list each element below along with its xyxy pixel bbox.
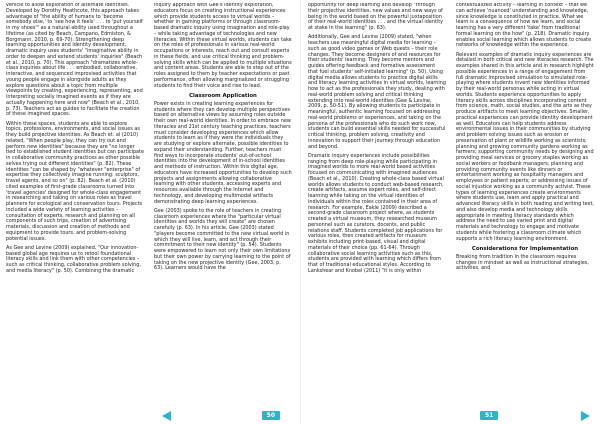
paragraph: contextualized activity – learning in context – that we can achieve 'nuanced' understanding and knowledge, since knowledge is constituted in practice. What we learn is a consequence of how we learn, and social learning has a very different 'take' from traditional formal learning on the how" (p. 218). Dramatic inquiry enables social learning which allows students to create networks of knowledge within the experience. [456,3,592,49]
paragraph: opportunity for deep learning and develop "through their projective identities, new values and new ways of being in the world based on the powerful juxtaposition of their real-world identities . . . and the virtual identity at stake in the learning" (p. 63). [308,3,444,31]
page-gutter [300,0,301,424]
left-arrow-icon[interactable] [162,411,171,421]
right-arrow-icon[interactable] [581,411,590,421]
paragraph: As Gee and Levine (2009) explained, "Our innovation-based global age requires us to retool foundational literacy skills and link them with other competencies – such as critical thinking, collaborative problem solving, and media literacy" (p. 50). Combining the dramatic [6,244,141,274]
paragraph: Relevant examples of dramatic inquiry experiences are detailed in both critical and new literacies research. The examples shared in this article and in research highlight possible experiences in a range of engagement from full dramatic improvised simulation to simulated role-playing where students invent new identities informed by their real-world personas while acting in virtual worlds. Students experience opportunities to apply literacy skills across disciplines incorporating content from science, math, social studies, and the arts as they produce artifacts to meet learning objectives. Smaller, practical experiences can provide identity development as well. Educators can help students address environmental issues in their communities by studying and problem solving issues such as erosion or preservation of plant or wildlife working as scientists; planning and growing community gardens working as farmers; supporting community needs by designing and providing meal services or grocery staples working as social workers or foodbank managers; planning and providing community events like dinners or entertainment working as hospitality managers and employees or patient experts; or addressing issues of social injustice working as a community activist. These types of learning experiences create environments where students use, learn and apply practical and advanced literacy skills in both reading and writing text, and also develop media and technology skills appropriate in meeting literacy standards which address the need to use varied print and digital materials and technology to engage and motivate students while fostering a classroom climate which supports a rich literacy learning environment. [456,51,594,242]
paragraph: Power exists in creating learning experiences for students where they can develop multiple perspectives based on alternative views by assuming roles outside their own real-world identities. In order to embrace new literacies and 21st century teaching practices, teachers must consider developing experiences which allow students to learn as if they were the individuals they are studying or explore alternate, possible identities to expand their understanding. Further, teachers must find ways to incorporate students' out-of-school identities into the development of in-school identities and methods of instruction. Within this digital age, educators have increased opportunities to develop such projects and assignments allowing collaborative learning with other students, accessing experts and resources available through the Internet and technology, and developing multimodal artifacts demonstrating deep learning experiences. [154,100,292,205]
section-heading-considerations: Considerations for Implementation [471,245,579,252]
right-page-columns [308,3,594,411]
page-number-left: 50 [262,411,280,420]
right-page-column-1 [308,3,446,411]
right-page-column-2 [456,3,594,411]
right-page [300,0,600,424]
paragraph: Gee (2003) spoke to the role of teachers in creating classroom experiences where the "particular virtual identities and worlds they will create" are chosen carefully (p. 63). In his article, Gee (2003) stated "players become committed to the new virtual world in which they will live, learn, and act through their commitment to their new identity" (p. 54). Students were empowered to learn not only their own limitations but their own power by carrying learning to the point of taking on the new projective identity (Gee, 2003, p. 63). Learners would have the [154,207,291,272]
paragraph: Additionally, Gee and Levine (2009) stated, "when teachers use meaningful digital media for learning – such as good video games or Web quests – their role changes. They become designers of and resources for their students' learning. They become mentors and guides offering feedback and formative assessment that fuel students' self-initiated learning" (p. 50). Using digital media allows students to practice digital skills and literacy learning activities in virtual worlds, learning how to act as the professionals they study, dealing with real-world problem solving and critical thinking extending into real-world identities (Gee & Levine, 2009, p. 50-51). By allowing students to participate in meaningful, authentic learning focused on addressing real-world problems or experiences, and taking on the persona of the professionals who do such work now, students can build essential skills needed for successful critical thinking, problem solving, creativity and innovation to support their journey through education and beyond. [308,34,446,150]
left-page-column-2 [154,3,292,411]
paragraph: inquiry approach with Gee's identity exploration, educators focus on creating instructional experiences which provide students access to virtual worlds – whether in gaming platforms or through classroom-based dramatic inquiry using imagination and role-play – while taking advantage of technologies and new literacies. Within these virtual worlds, students can take on the roles of professionals in various real-world occupations or interests, reach out and consult experts in these fields, and use critical thinking and problem-solving skills which can be applied to multiple situations and content areas. Students are able to step out of the roles assigned to them by teacher expectations or past performance, often allowing marginalized or struggling students to find their voice and rise to lead. [154,3,292,89]
paragraph: Within these spaces, students are able to explore topics, professions, environments, and social issues as they build projective identities. As Beach et. al (2010) related, "When people play, they can try out and perform new identities" because they are "no longer tied to established student identities but can participate in collaborative community practices as other possible selves trying out different identities" (p. 82). These identities "can be shaped by "whatever "enterprise" of expertise they collectively imagine running: sculptors, travel agents, and so on" (p. 82). Beach et al. (2010) cited examples of first-grade classrooms turned into 'travel agencies' designed for whole-class engagement in researching and taking on various roles as travel planners for ecological and conservation tours. Projects included a wide variety of learning activities – consultation of experts, research and planning on all components of such trips, creation of advertising materials, discussion and creation of methods and equipment to provide tours, and problem-solving potential issues. [6,120,144,242]
left-page-column-1 [6,3,144,411]
left-page-columns [6,3,292,411]
page-number-right: 51 [480,411,498,420]
paragraph: vehicle to allow exploration of alternate identities. Developed by Dorothy Heathcote, this approach takes advantage of "the ability of humans to 'become somebody else,' to 'see how it feels' . . . to 'put yourself in my shoes'" as a natural ability used throughout a lifetime (as cited by Beach, Campano, Edmiston, & Borgmann, 2010, p. 69-70). Strengthening deep learning opportunities and identity development, dramatic inquiry uses students' "imaginative ability in order to deepen and extend students' inquiries" (Beach et al., 2010, p. 70). This approach "dramatizes whole-class inquiries about life . . . embodied, collaborative, interactive, and sequenced improvised activities that young people engage in alongside adults as they explore questions about a topic from multiple viewpoints by creating, experiencing, representing, and interpreting socially imagined events as if they are actually happening here and now" (Beach et al., 2010, p. 73). Teachers act as guides to facilitate the creation of these imagined spaces. [6,3,143,118]
paragraph: Dramatic inquiry experiences include possibilities ranging from deep role-playing while participating in imagined worlds to more real-world based activities focused on communicating with imagined audiences (Beach et al., 2010). Creating whole-class based virtual worlds allows students to conduct web-based research, create artifacts, assume expert roles, and self-direct learning while taking on the virtual identities of individuals within the roles contained in their area of research. For example, Eakle (2009) described a second-grade classroom project where, as students created a virtual museum, they researched museum personnel such as curators, docents, and public relations staff. Students completed job applications for various roles, then created artifacts for museum exhibits including print-based, visual and digital materials of their choice (pp. 61-64). Through collaborative social learning activities such as this, students are provided with learning which differs from that of traditional educational styles. According to Lankshear and Knobel (2011) "it is only within [308,152,444,274]
paragraph: Breaking from tradition in the classroom requires changes in mindset as well as instructional strategies, activities, and [456,253,589,272]
section-heading-classroom-application: Classroom Application [189,92,257,99]
